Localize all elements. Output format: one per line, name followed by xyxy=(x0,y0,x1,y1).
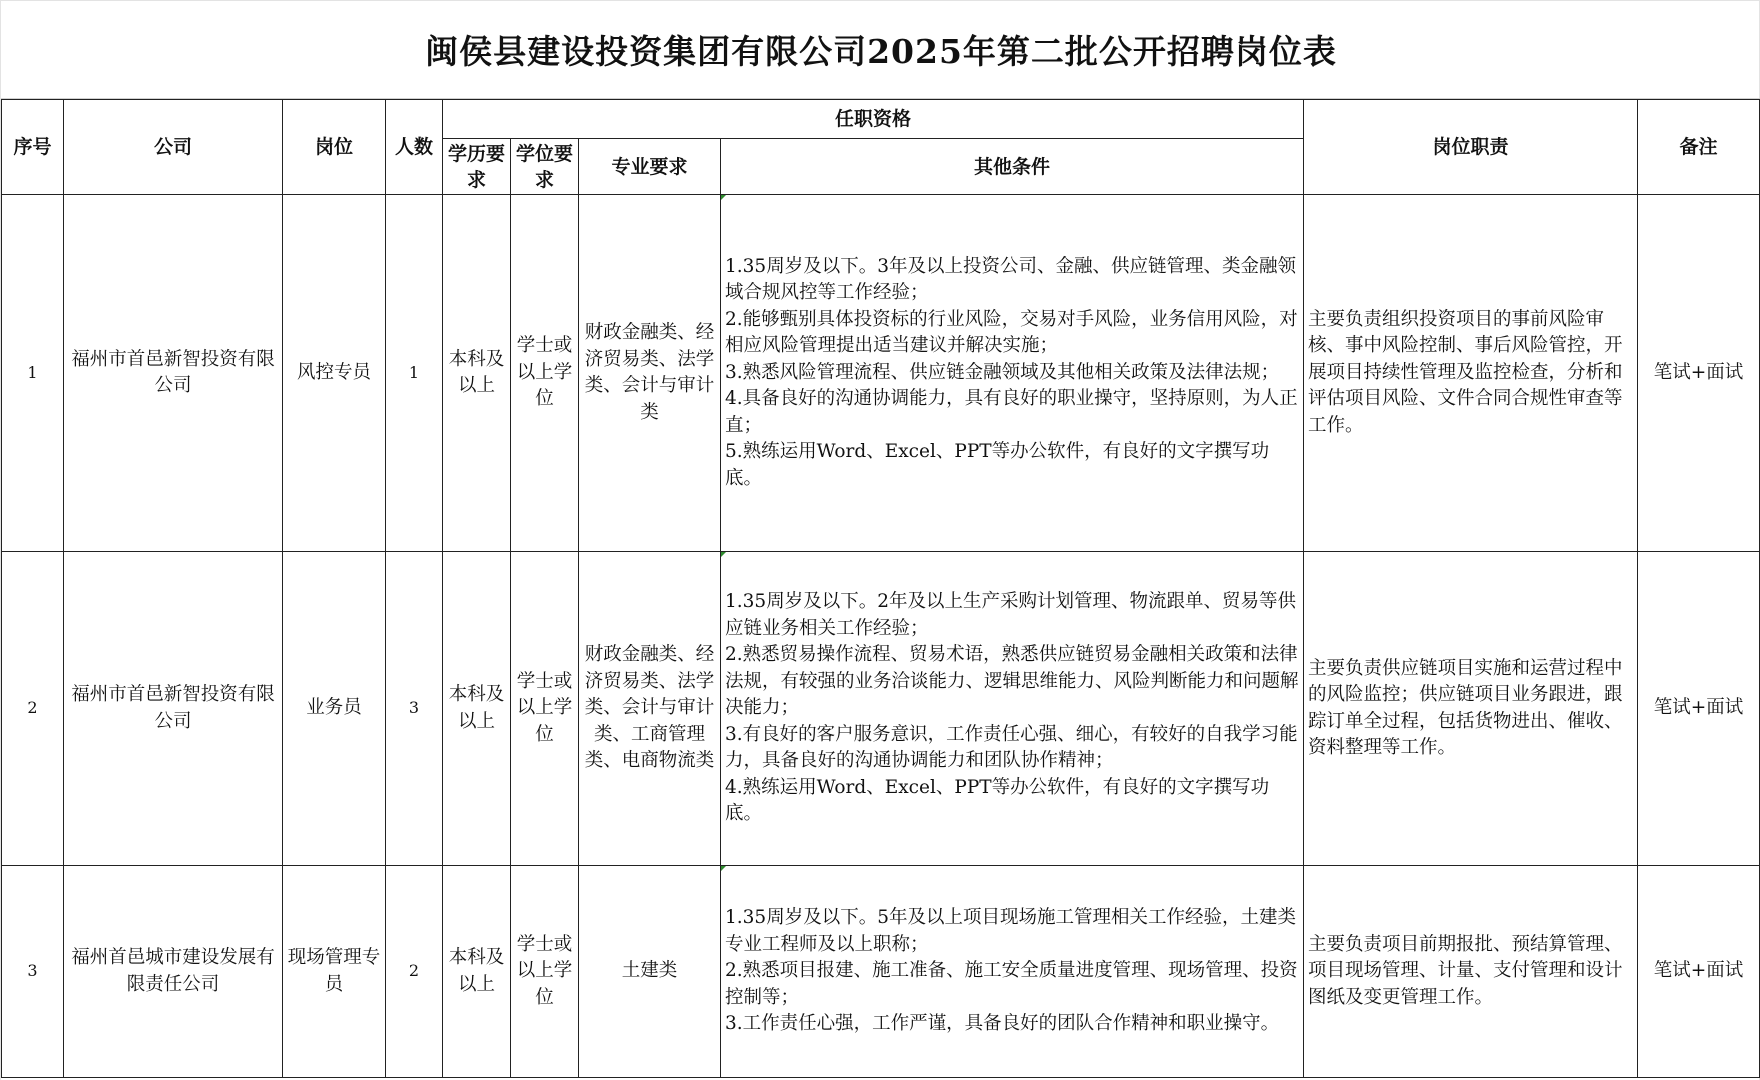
table-row xyxy=(2,866,1760,1078)
row-position: 现场管理专员 xyxy=(283,866,386,1078)
row-remarks: 笔试+面试 xyxy=(1638,552,1760,866)
header-remarks: 备注 xyxy=(1638,100,1760,195)
row-count: 1 xyxy=(386,195,443,552)
condition-item: 5.熟练运用Word、Excel、PPT等办公软件，有良好的文字撰写功底。 xyxy=(725,441,1270,489)
header-company: 公司 xyxy=(64,100,283,195)
row-index: 3 xyxy=(2,866,64,1078)
row-other-conditions xyxy=(721,866,1304,1078)
header-education: 学历要求 xyxy=(443,139,511,195)
condition-item: 1.35周岁及以下。3年及以上投资公司、金融、供应链管理、类金融领域合规风控等工作经验； xyxy=(725,255,1296,304)
row-education: 本科及以上 xyxy=(443,866,511,1078)
row-remarks: 笔试+面试 xyxy=(1638,195,1760,552)
condition-item: 2.熟悉项目报建、施工准备、施工安全质量进度管理、现场管理、投资控制等； xyxy=(725,960,1298,1008)
recruitment-table xyxy=(1,99,1760,1078)
row-major: 土建类 xyxy=(579,866,721,1078)
row-company: 福州首邑城市建设发展有限责任公司 xyxy=(64,866,283,1078)
table-row xyxy=(2,195,1760,552)
row-other-conditions xyxy=(721,195,1304,552)
row-degree: 学士或以上学位 xyxy=(511,552,579,866)
condition-item: 3.熟悉风险管理流程、供应链金融领域及其他相关政策及法律法规； xyxy=(725,361,1280,383)
row-count: 2 xyxy=(386,866,443,1078)
header-position: 岗位 xyxy=(283,100,386,195)
row-company: 福州市首邑新智投资有限公司 xyxy=(64,552,283,866)
page-title: 闽侯县建设投资集团有限公司2025年第二批公开招聘岗位表 xyxy=(1,1,1760,99)
row-degree: 学士或以上学位 xyxy=(511,195,579,552)
row-duties: 主要负责供应链项目实施和运营过程中的风险监控；供应链项目业务跟进，跟踪订单全过程，包括货物进出、催收、资料整理等工作。 xyxy=(1304,552,1638,866)
header-index: 序号 xyxy=(2,100,64,195)
condition-item: 4.熟练运用Word、Excel、PPT等办公软件，有良好的文字撰写功底。 xyxy=(725,776,1270,825)
row-major: 财政金融类、经济贸易类、法学类、会计与审计类、工商管理类、电商物流类 xyxy=(579,552,721,866)
row-position: 风控专员 xyxy=(283,195,386,552)
header-degree: 学位要求 xyxy=(511,139,579,195)
row-other-conditions xyxy=(721,552,1304,866)
header-qualification: 任职资格 xyxy=(443,100,1304,139)
row-duties: 主要负责组织投资项目的事前风险审核、事中风险控制、事后风险管控，开展项目持续性管理及监控检查，分析和评估项目风险、文件合同合规性审查等工作。 xyxy=(1304,195,1638,552)
header-duties: 岗位职责 xyxy=(1304,100,1638,195)
condition-item: 4.具备良好的沟通协调能力，具有良好的职业操守，坚持原则，为人正直； xyxy=(725,388,1298,436)
row-education: 本科及以上 xyxy=(443,195,511,552)
condition-item: 1.35周岁及以下。2年及以上生产采购计划管理、物流跟单、贸易等供应链业务相关工作经验； xyxy=(725,591,1296,639)
condition-item: 2.熟悉贸易操作流程、贸易术语，熟悉供应链贸易金融相关政策和法律法规，有较强的业务洽谈能力、逻辑思维能力、风险判断能力和问题解决能力； xyxy=(725,644,1299,719)
header-major: 专业要求 xyxy=(579,139,721,195)
condition-item: 3.工作责任心强，工作严谨，具备良好的团队合作精神和职业操守。 xyxy=(725,1013,1280,1035)
row-degree: 学士或以上学位 xyxy=(511,866,579,1078)
row-company: 福州市首邑新智投资有限公司 xyxy=(64,195,283,552)
row-count: 3 xyxy=(386,552,443,866)
row-education: 本科及以上 xyxy=(443,552,511,866)
row-index: 2 xyxy=(2,552,64,866)
row-duties: 主要负责项目前期报批、预结算管理、项目现场管理、计量、支付管理和设计图纸及变更管理工作。 xyxy=(1304,866,1638,1078)
header-count: 人数 xyxy=(386,100,443,195)
condition-item: 3.有良好的客户服务意识，工作责任心强、细心，有较好的自我学习能力，具备良好的沟通协调能力和团队协作精神； xyxy=(725,723,1298,772)
condition-item: 2.能够甄别具体投资标的行业风险，交易对手风险，业务信用风险，对相应风险管理提出适当建议并解决实施； xyxy=(725,308,1298,357)
table-row xyxy=(2,552,1760,866)
row-index: 1 xyxy=(2,195,64,552)
row-position: 业务员 xyxy=(283,552,386,866)
row-remarks: 笔试+面试 xyxy=(1638,866,1760,1078)
header-other: 其他条件 xyxy=(721,139,1304,195)
condition-item: 1.35周岁及以下。5年及以上项目现场施工管理相关工作经验，土建类专业工程师及以上职称； xyxy=(725,907,1296,955)
row-major: 财政金融类、经济贸易类、法学类、会计与审计类 xyxy=(579,195,721,552)
